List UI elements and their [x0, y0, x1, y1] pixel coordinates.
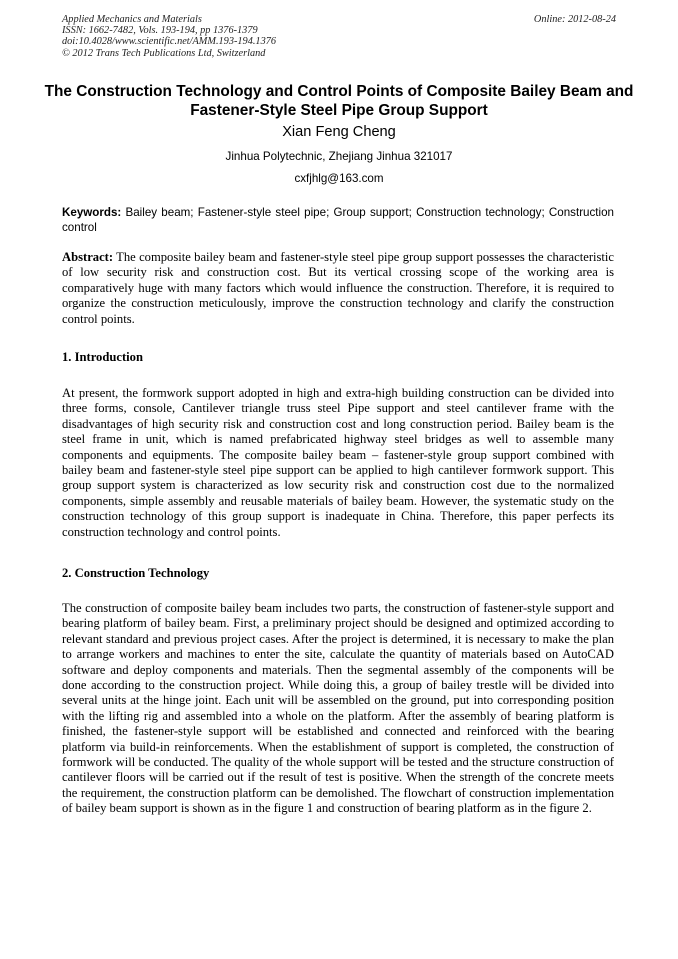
abstract-block: [62, 250, 614, 327]
keywords-block: [62, 205, 614, 235]
keywords-text: Bailey beam; Fastener-style steel pipe; Group support; Construction technology; Construction control: [62, 206, 614, 234]
author-email: cxfjhlg@163.com: [294, 172, 384, 185]
doi-line: doi:10.4028/www.scientific.net/AMM.193-194.1376: [62, 36, 277, 48]
section-text-introduction: At present, the formwork support adopted in high and extra-high building construction can be divided into three forms, console, Cantilever triangle truss steel Pipe support and steel cantilever frame with the disadvantages of high security risk and construction cost and long construction period. Bailey beam is the steel frame in unit, which is named prefabricated highway steel bridges as well to assemble many components and equipments. The composite bailey beam – fastener-style group support combined with bailey beam and fastener-style steel pipe support can be applied to high cantilever formwork support. This group support system is characterized as low security risk and construction cost due to the normalized components, simple assembly and reusable materials of bailey beam. However, the systematic study on the construction technology of this group support is inadequate in China. Therefore, this paper perfects its construction technology and control points.: [62, 386, 614, 539]
issn-line: ISSN: 1662-7482, Vols. 193-194, pp 1376-1379: [62, 25, 258, 37]
author-affiliation: Jinhua Polytechnic, Zhejiang Jinhua 321017: [225, 150, 453, 163]
journal-header: [62, 14, 616, 59]
journal-name: Applied Mechanics and Materials: [62, 14, 202, 25]
copyright-line: © 2012 Trans Tech Publications Ltd, Switzerland: [62, 47, 266, 59]
section-heading-construction-technology: 2. Construction Technology: [62, 566, 210, 580]
abstract-text: The composite bailey beam and fastener-style steel pipe group support possesses the characteristic of low security risk and construction cost. But its vertical crossing scope of the working area is comparatively huge with many factors which would influence the construction. Therefore, it is required to organize the construction meticulously, improve the construction technology and clarify the construction control points.: [62, 250, 614, 326]
section-heading-introduction: 1. Introduction: [62, 350, 143, 364]
abstract-label: Abstract:: [62, 250, 114, 264]
section-text-construction-technology: The construction of composite bailey beam includes two parts, the construction of fastener-style support and bearing platform of bailey beam. First, a preliminary project should be designed and optimized according to relevant standard and previous project cases. After the project is determined, it is necessary to make the plan to arrange workers and machines to enter the site, calculate the quantity of materials based on AutoCAD software and deploy components and materials. Then the segmental assembly of the components will be done according to the construction project. While doing this, a group of bailey trestle will be divided into several units at the hinge joint. Each unit will be assembled on the ground, put into corresponding position with the lifting rig and assembled into a whole on the platform. After the assembly of bearing platform is finished, the fastener-style support will be established and connected and reinforced with the bearing platform via build-in reinforcements. When the establishment of support is completed, the construction of formwork will be conducted. The quality of the whole support will be tested and the structure construction of cantilever floors will be carried out if the result of test is positive. When the strength of the concrete meets the requirement, the construction platform can be demolished. The flowchart of construction implementation of bailey beam support is shown as in the figure 1 and construction of bearing platform as in the figure 2.: [62, 601, 614, 816]
author-name: Xian Feng Cheng: [282, 124, 396, 140]
online-date: Online: 2012-08-24: [533, 14, 616, 25]
keywords-label: Keywords:: [62, 206, 122, 219]
paper-title: The Construction Technology and Control Points of Composite Bailey Beam and Fastener-Style Steel Pipe Group Support: [44, 83, 634, 119]
